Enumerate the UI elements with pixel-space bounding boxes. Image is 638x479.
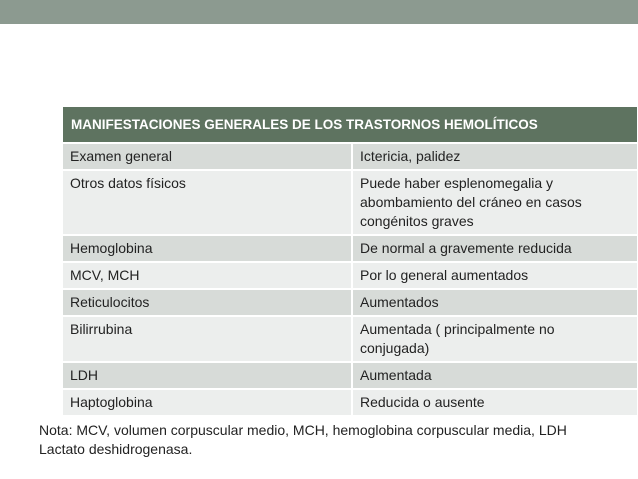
row-label: MCV, MCH bbox=[63, 262, 352, 289]
row-label: Examen general bbox=[63, 143, 352, 170]
row-value: De normal a gravemente reducida bbox=[352, 235, 637, 262]
row-label: Reticulocitos bbox=[63, 289, 352, 316]
row-label: Otros datos físicos bbox=[63, 170, 352, 235]
table-row bbox=[63, 143, 637, 170]
table-header: MANIFESTACIONES GENERALES DE LOS TRASTORNOS HEMOLÍTICOS bbox=[63, 107, 637, 143]
row-value bbox=[352, 316, 637, 362]
row-value: Por lo general aumentados bbox=[352, 262, 637, 289]
table-row bbox=[63, 389, 637, 415]
row-value bbox=[352, 170, 637, 235]
row-value: Ictericia, palidez bbox=[352, 143, 637, 170]
top-accent-bar bbox=[0, 0, 638, 24]
row-value-line: abombamiento del cráneo en casos bbox=[360, 194, 582, 210]
row-value: Reducida o ausente bbox=[352, 389, 637, 415]
row-label: Haptoglobina bbox=[63, 389, 352, 415]
table-row bbox=[63, 316, 637, 362]
row-value-line: Aumentada ( principalmente no bbox=[360, 321, 555, 337]
row-value: Aumentada bbox=[352, 362, 637, 389]
row-label: LDH bbox=[63, 362, 352, 389]
footnote bbox=[39, 421, 638, 459]
row-value: Aumentados bbox=[352, 289, 637, 316]
row-value-line: congénitos graves bbox=[360, 213, 474, 229]
row-label: Bilirrubina bbox=[63, 316, 352, 362]
footnote-line: Lactato deshidrogenasa. bbox=[39, 441, 193, 457]
table-header-row bbox=[63, 107, 637, 143]
table-row bbox=[63, 289, 637, 316]
hemolytic-manifestations-table bbox=[63, 107, 637, 415]
table-row bbox=[63, 262, 637, 289]
footnote-line: Nota: MCV, volumen corpuscular medio, MCH, hemoglobina corpuscular media, LDH bbox=[39, 422, 567, 438]
table-row bbox=[63, 235, 637, 262]
table-row bbox=[63, 170, 637, 235]
row-value-line: conjugada) bbox=[360, 340, 430, 356]
table-row bbox=[63, 362, 637, 389]
row-value-line: Puede haber esplenomegalia y bbox=[360, 175, 554, 191]
row-label: Hemoglobina bbox=[63, 235, 352, 262]
